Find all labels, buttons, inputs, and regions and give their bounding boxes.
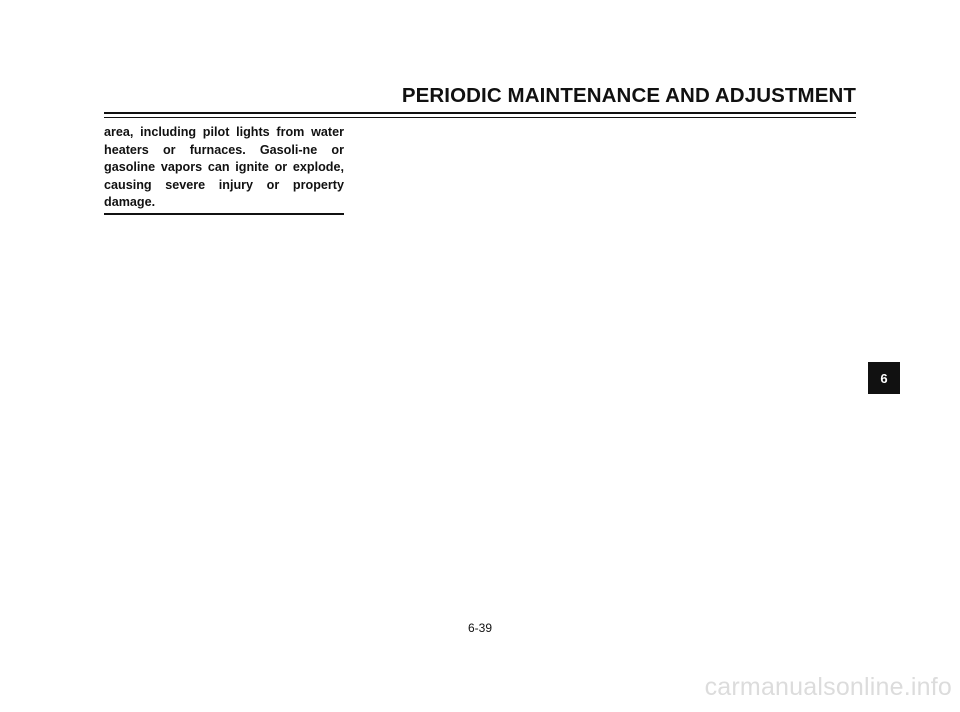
chapter-tab <box>868 362 900 394</box>
chapter-tab-label: 6 <box>880 370 888 386</box>
header-divider <box>104 112 856 114</box>
page-title: PERIODIC MAINTENANCE AND ADJUSTMENT <box>401 84 856 107</box>
warning-end-divider <box>104 213 344 215</box>
watermark: carmanualsonline.info <box>704 673 952 701</box>
page-number: 6-39 <box>467 621 493 635</box>
warning-paragraph: area, including pilot lights from water heaters or furnaces. Gasoli-ne or gasoline vapors can ignite or explode, causing severe injury or property damage. <box>104 125 344 210</box>
header-divider-thin <box>104 117 856 118</box>
